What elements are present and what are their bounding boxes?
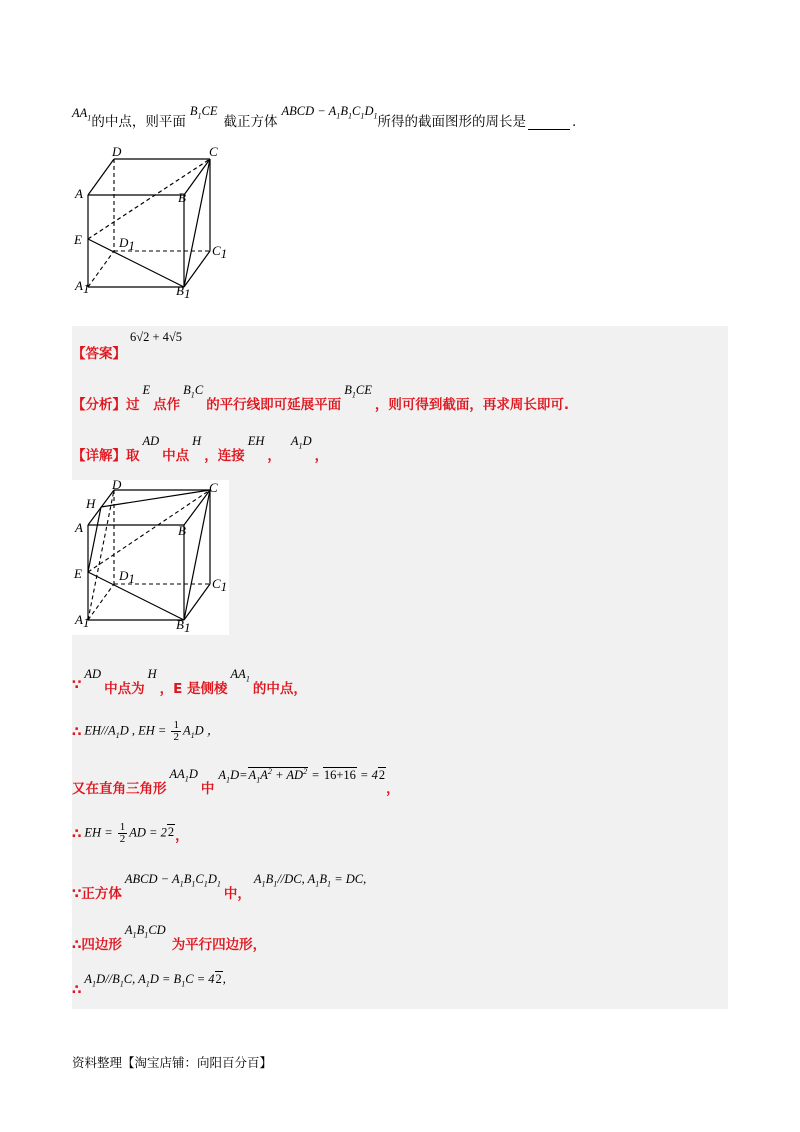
step-6 [72,923,267,953]
fig2-label-c: C [209,480,218,495]
fig1-label-a1: A1 [75,278,90,296]
step6-therefore: ∴四边形 [72,937,122,953]
fig2-label-d: D [112,480,122,492]
step-5 [72,872,367,902]
fig1-label-b1: B1 [176,283,191,301]
fig1-label-a: A [75,186,83,201]
fig1-label-d: D [112,144,122,159]
step3-triangle: $AA_1D$ [169,767,198,784]
cube-name: ABCD − $A_1B_1C_1D_1$ [281,103,378,120]
answer-value: 6√2 + 4√5 [130,330,183,344]
step2-expr: $EH//A_1D$ , EH = $\frac{1}{2}$ $A_1D$ ， [84,719,220,743]
fig1-label-e: E [74,232,82,247]
therefore-symbol-2: ∴ [72,825,82,842]
fig2-label-a: A [75,520,83,535]
analysis-text-1: 点作 [153,397,181,413]
therefore-symbol: ∴ [72,723,82,740]
answer-label: 【答案】 [72,346,126,362]
cube-figure-2 [72,480,229,635]
fig2-label-d1: D1 [119,568,135,586]
step5-because: ∵正方体 [72,886,122,902]
step3-text: 又在直角三角形 [72,781,167,797]
answer-blank [528,117,570,130]
analysis-text-3: ，则可得到截面，再求周长即可. [374,397,570,413]
analysis-label: 【分析】过 [72,397,140,413]
step1-h: H [147,667,157,681]
analysis-text-2: 的平行线即可延展平面 [206,397,342,413]
analysis-b1c: $B_1C$ [183,383,204,400]
because-symbol: ∵ [72,677,82,693]
detail-comma: ， [267,448,281,464]
detail-end: ， [314,448,329,464]
detail-a1d: $A_1D$ [290,434,312,451]
question-text-2: 截正方体 [223,114,278,130]
step-7 [72,972,226,999]
fig2-label-c1: C1 [212,576,228,594]
step-4 [72,822,189,845]
footer-source: 资料整理【淘宝店铺：向阳百分百】 [72,1055,273,1070]
answer-line [72,330,183,362]
fig1-label-c: C [209,144,218,159]
step5-zhong: 中， [223,886,251,902]
step1-text-1: 中点为 [104,681,145,697]
fig1-label-b: B [178,190,186,205]
question-end: . [572,114,577,130]
plane-b1ce: $B_1CE$ [189,103,218,120]
analysis-b1ce: $B_1CE$ [344,383,372,400]
fig2-label-h: H [86,496,96,511]
step1-text-3: 的中点， [252,681,307,697]
step3-expr: $A_1D=A_1A^2 + AD^2 = 16+16 = 42$ [218,767,386,785]
step5-cube: ABCD − $A_1B_1C_1D_1$ [124,872,221,889]
fig2-label-e: E [74,566,82,581]
step7-therefore: ∴ [72,982,82,998]
detail-text-2: ，连接 [204,448,245,464]
step1-ad: AD [84,667,102,681]
step-1 [72,667,307,697]
detail-label: 【详解】取 [72,448,140,464]
fig1-label-d1: D1 [119,235,135,253]
analysis-line [72,383,570,413]
question-text-1: 的中点，则平面 [91,114,186,130]
detail-h: H [192,434,202,448]
fig2-label-b1: B1 [176,617,191,635]
question-text-3: 所得的截面图形的周长是 [377,114,527,130]
fig2-label-b: B [178,523,186,538]
analysis-point-e: E [142,383,151,397]
solution-panel [72,326,728,1009]
question-line [72,100,576,130]
step6-text: 为平行四边形， [171,937,267,953]
step4-end: ， [175,827,189,844]
step4-expr: EH = $\frac{1}{2}$ AD = 22 [84,821,175,845]
step-2 [72,720,219,743]
step3-end: ， [386,781,400,797]
step1-text-2: ，E 是侧棱 [159,681,228,697]
step-3 [72,767,400,797]
step7-expr: $A_1D//B_1C$, $A_1D = B_1C = 42$, [84,972,226,989]
fig2-label-a1: A1 [75,612,90,630]
detail-text-1: 中点 [162,448,190,464]
detail-eh: EH [247,434,265,448]
step3-zhong: 中 [200,781,215,797]
fig1-label-c1: C1 [212,243,228,261]
step5-expr: $A_1B_1//DC$, $A_1B_1$ = DC, [253,872,367,889]
step6-quad: $A_1B_1CD$ [124,923,166,940]
cube-figure-1 [72,142,242,302]
detail-ad: AD [142,434,160,448]
step1-aa1: $AA_1$ [230,667,250,684]
detail-line [72,434,329,464]
segment-aa1: $AA_1$ [72,105,92,122]
